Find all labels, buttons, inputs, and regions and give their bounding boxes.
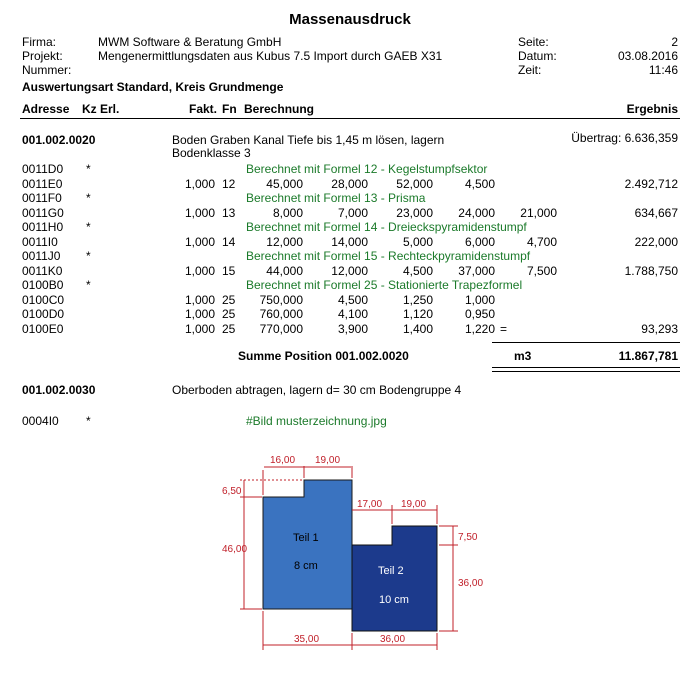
uebertrag: Übertrag: 6.636,359 (571, 131, 678, 145)
position-1-number: 001.002.0020 (22, 133, 96, 147)
dim-left-step: 6,50 (222, 486, 242, 497)
row-adresse: 0011E0 (22, 176, 63, 191)
row-value: 4,500 (337, 292, 368, 307)
row-value: 1,400 (402, 321, 433, 336)
row-kz: * (86, 220, 91, 234)
row-fn: 15 (222, 263, 236, 278)
row-formula: Berechnet mit Formel 15 - Rechteckpyramidenstumpf (246, 249, 531, 263)
dim-mid-1: 17,00 (357, 499, 383, 510)
row-value: 8,000 (272, 205, 303, 220)
row-adresse: 0100D0 (22, 307, 65, 321)
row-fakt: 1,000 (184, 292, 215, 307)
row-adresse: 0011J0 (22, 249, 61, 263)
row-value: 5,000 (402, 234, 433, 249)
teil-2-size: 10 cm (379, 594, 409, 606)
row-adresse: 0100B0 (22, 278, 64, 292)
row-value: 1,250 (402, 292, 433, 307)
row-fn: 14 (222, 234, 236, 249)
row-value: 21,000 (520, 205, 557, 220)
row-ergebnis: 222,000 (634, 234, 678, 249)
position-1-text-line1: Boden Graben Kanal Tiefe bis 1,45 m lösen, lagern (172, 133, 445, 147)
row-fn: 25 (222, 321, 236, 336)
dim-bottom-2: 36,00 (380, 634, 406, 645)
row-adresse: 0011G0 (22, 205, 64, 220)
row-ergebnis: 2.492,712 (624, 176, 678, 191)
row-fn: 25 (222, 307, 236, 321)
teil-1-label: Teil 1 (293, 532, 319, 544)
row-fakt: 1,000 (184, 321, 215, 336)
row-adresse: 0011D0 (22, 162, 64, 176)
row-fakt: 1,000 (184, 263, 215, 278)
summe-unit: m3 (514, 349, 532, 363)
projekt-value: Mengenermittlungsdaten aus Kubus 7.5 Import durch GAEB X31 (98, 49, 443, 63)
row-value: 750,000 (259, 292, 303, 307)
row-value: 44,000 (266, 263, 303, 278)
row-fakt: 1,000 (184, 205, 215, 220)
row-value: 0,950 (464, 307, 495, 321)
row-fakt: 1,000 (184, 234, 215, 249)
dim-top-1: 16,00 (270, 455, 296, 466)
teil-2-shape (352, 526, 437, 631)
page-title: Massenausdruck (289, 11, 411, 28)
row-kz: * (86, 278, 91, 292)
row-adresse: 0011F0 (22, 191, 62, 205)
row-value: 6,000 (464, 234, 495, 249)
bild-row-text: #Bild musterzeichnung.jpg (246, 414, 387, 428)
dim-bottom-1: 35,00 (294, 634, 320, 645)
row-value: 4,500 (464, 176, 495, 191)
row-value: 1,000 (464, 292, 495, 307)
row-value: 45,000 (266, 176, 303, 191)
row-ergebnis: 634,667 (634, 205, 678, 220)
dim-left-total: 46,00 (222, 544, 248, 555)
col-erl: Erl. (100, 102, 120, 116)
row-kz: * (86, 249, 91, 263)
zeit-label: Zeit: (518, 63, 542, 77)
row-ergebnis: 93,293 (641, 321, 678, 336)
row-value: 7,000 (337, 205, 368, 220)
col-berechnung: Berechnung (244, 102, 315, 116)
row-value: 52,000 (396, 176, 433, 191)
row-value: 3,900 (337, 321, 368, 336)
row-value: 14,000 (331, 234, 368, 249)
dim-top-2: 19,00 (315, 455, 341, 466)
teil-1-size: 8 cm (294, 560, 318, 572)
row-adresse: 0100E0 (22, 321, 64, 336)
teil-2-label: Teil 2 (378, 565, 404, 577)
summe-label: Summe Position 001.002.0020 (238, 349, 409, 363)
col-fakt: Fakt. (188, 102, 217, 116)
row-value: 4,700 (526, 234, 557, 249)
zeit-value: 11:46 (648, 63, 678, 77)
bild-row-kz: * (86, 414, 91, 428)
row-fn: 13 (222, 205, 236, 220)
col-fn: Fn (222, 102, 237, 116)
row-value: 12,000 (266, 234, 303, 249)
row-value: 37,000 (458, 263, 495, 278)
row-formula: Berechnet mit Formel 12 - Kegelstumpfsektor (246, 162, 488, 176)
col-ergebnis: Ergebnis (626, 102, 678, 116)
row-value: 24,000 (458, 205, 495, 220)
row-ergebnis: 1.788,750 (624, 263, 678, 278)
row-kz: * (86, 191, 91, 205)
projekt-label: Projekt: (22, 49, 63, 63)
dim-right-step: 7,50 (458, 532, 478, 543)
bild-row-adresse: 0004I0 (22, 414, 59, 428)
row-value: 7,500 (526, 263, 557, 278)
row-value: 12,000 (331, 263, 368, 278)
row-value: 4,100 (337, 307, 368, 321)
row-value: 4,500 (402, 263, 433, 278)
teil-1-shape (263, 480, 352, 609)
seite-value: 2 (671, 35, 678, 49)
row-fakt: 1,000 (184, 176, 215, 191)
position-2-number: 001.002.0030 (22, 383, 96, 397)
datum-label: Datum: (518, 49, 557, 63)
row-equals: = (500, 321, 508, 336)
row-formula: Berechnet mit Formel 25 - Stationierte Trapezformel (246, 278, 523, 292)
row-value: 28,000 (331, 176, 368, 191)
summe-value: 11.867,781 (618, 349, 678, 363)
row-fn: 25 (222, 292, 236, 307)
dim-mid-2: 19,00 (401, 499, 427, 510)
row-value: 770,000 (259, 321, 303, 336)
row-fakt: 1,000 (184, 307, 215, 321)
row-kz: * (86, 162, 91, 176)
seite-label: Seite: (518, 35, 549, 49)
nummer-label: Nummer: (22, 63, 72, 77)
col-adresse: Adresse (22, 102, 70, 116)
position-1-text-line2: Bodenklasse 3 (172, 146, 251, 160)
row-fn: 12 (222, 176, 236, 191)
dim-right-total: 36,00 (458, 578, 484, 589)
row-value: 1,120 (402, 307, 433, 321)
col-kz: Kz (82, 102, 97, 116)
row-value: 1,220 (464, 321, 495, 336)
row-value: 23,000 (396, 205, 433, 220)
row-adresse: 0011K0 (22, 263, 63, 278)
row-value: 760,000 (259, 307, 303, 321)
row-adresse: 0011H0 (22, 220, 64, 234)
row-formula: Berechnet mit Formel 14 - Dreieckspyramidenstumpf (246, 220, 527, 234)
position-2-text: Oberboden abtragen, lagern d= 30 cm Bodengruppe 4 (172, 383, 462, 397)
firma-value: MWM Software & Beratung GmbH (98, 35, 282, 49)
row-formula: Berechnet mit Formel 13 - Prisma (246, 191, 426, 205)
datum-value: 03.08.2016 (617, 49, 678, 63)
row-adresse: 0100C0 (22, 292, 65, 307)
firma-label: Firma: (22, 35, 56, 49)
row-adresse: 0011I0 (22, 234, 58, 249)
auswertungsart: Auswertungsart Standard, Kreis Grundmenge (22, 80, 284, 94)
